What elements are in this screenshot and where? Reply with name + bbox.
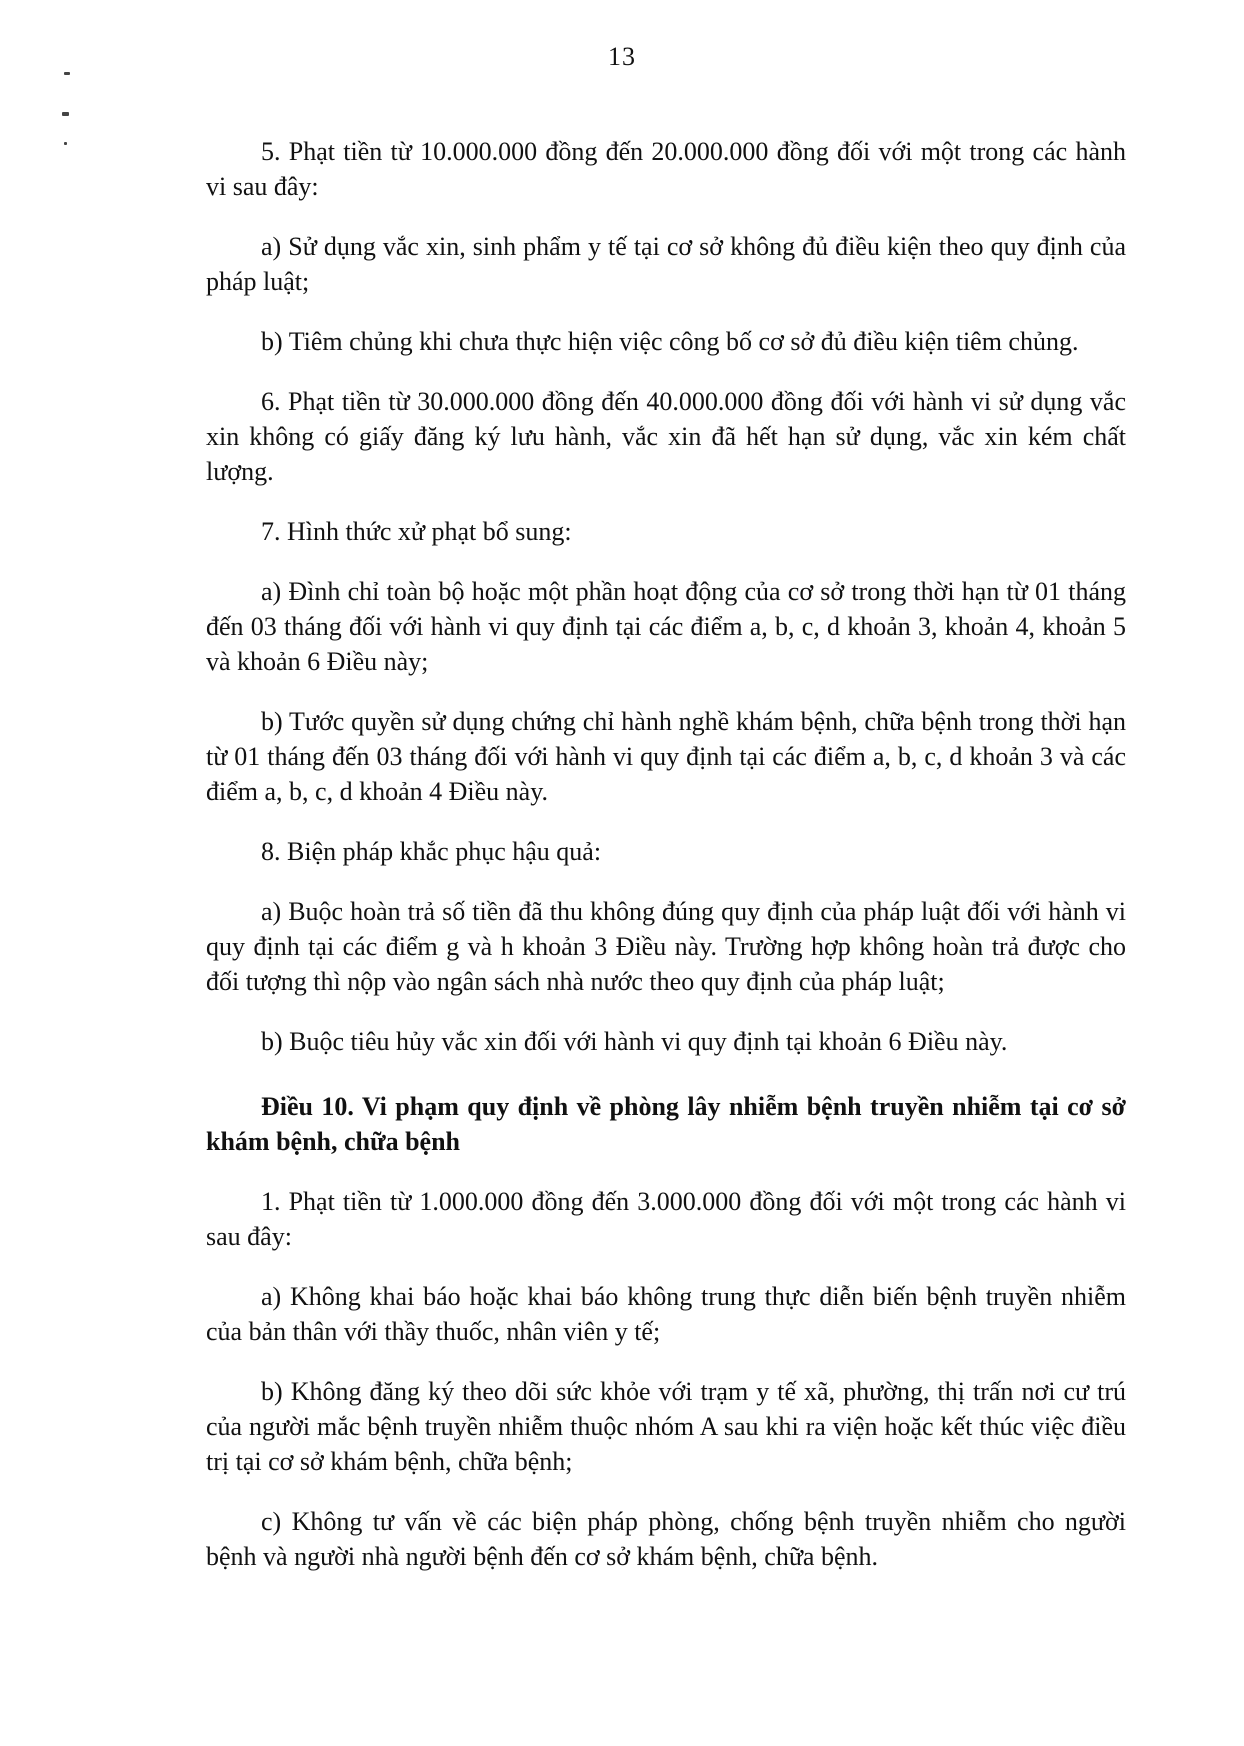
- paragraph-clause-8a: a) Buộc hoàn trả số tiền đã thu không đúng quy định của pháp luật đối với hành vi quy định tại các điểm g và h khoản 3 Điều này. Trường hợp không hoàn trả được cho đối tượng thì nộp vào ngân sách nhà nước theo quy định của pháp luật;: [206, 897, 1126, 996]
- scan-speck: [64, 72, 70, 75]
- paragraph-clause-7: 7. Hình thức xử phạt bổ sung:: [261, 517, 572, 546]
- article-clause-1b: b) Không đăng ký theo dõi sức khỏe với trạm y tế xã, phường, thị trấn nơi cư trú của người mắc bệnh truyền nhiễm thuộc nhóm A sau khi ra viện hoặc kết thúc việc điều trị tại cơ sở khám bệnh, chữa bệnh;: [206, 1377, 1126, 1476]
- paragraph-clause-5a: a) Sử dụng vắc xin, sinh phẩm y tế tại cơ sở không đủ điều kiện theo quy định của pháp luật;: [206, 232, 1126, 296]
- paragraph-clause-5: 5. Phạt tiền từ 10.000.000 đồng đến 20.000.000 đồng đối với một trong các hành vi sau đây:: [206, 137, 1126, 201]
- paragraph-clause-7b: b) Tước quyền sử dụng chứng chỉ hành nghề khám bệnh, chữa bệnh trong thời hạn từ 01 tháng đến 03 tháng đối với hành vi quy định tại các điểm a, b, c, d khoản 3 và các điểm a, b, c, d khoản 4 Điều này.: [206, 707, 1126, 806]
- article-clause-1: 1. Phạt tiền từ 1.000.000 đồng đến 3.000.000 đồng đối với một trong các hành vi sau đây:: [206, 1187, 1126, 1251]
- scan-speck: [64, 142, 67, 145]
- article-clause-1c: c) Không tư vấn về các biện pháp phòng, chống bệnh truyền nhiễm cho người bệnh và người nhà người bệnh đến cơ sở khám bệnh, chữa bệnh.: [206, 1507, 1126, 1571]
- paragraph-clause-6: 6. Phạt tiền từ 30.000.000 đồng đến 40.000.000 đồng đối với hành vi sử dụng vắc xin không có giấy đăng ký lưu hành, vắc xin đã hết hạn sử dụng, vắc xin kém chất lượng.: [206, 387, 1126, 486]
- article-heading: Điều 10. Vi phạm quy định về phòng lây nhiễm bệnh truyền nhiễm tại cơ sở khám bệnh, chữa bệnh: [206, 1092, 1126, 1156]
- article-clause-1a: a) Không khai báo hoặc khai báo không trung thực diễn biến bệnh truyền nhiễm của bản thân với thầy thuốc, nhân viên y tế;: [206, 1282, 1126, 1346]
- paragraph-clause-8b: b) Buộc tiêu hủy vắc xin đối với hành vi quy định tại khoản 6 Điều này.: [261, 1027, 1008, 1056]
- paragraph-clause-7a: a) Đình chỉ toàn bộ hoặc một phần hoạt động của cơ sở trong thời hạn từ 01 tháng đến 03 tháng đối với hành vi quy định tại các điểm a, b, c, d khoản 3, khoản 4, khoản 5 và khoản 6 Điều này;: [206, 577, 1126, 676]
- page-number: 13: [608, 42, 636, 71]
- paragraph-clause-5b: b) Tiêm chủng khi chưa thực hiện việc công bố cơ sở đủ điều kiện tiêm chủng.: [261, 327, 1079, 356]
- paragraph-clause-8: 8. Biện pháp khắc phục hậu quả:: [261, 837, 602, 866]
- scan-speck: [62, 112, 69, 116]
- document-body: [206, 134, 1126, 1599]
